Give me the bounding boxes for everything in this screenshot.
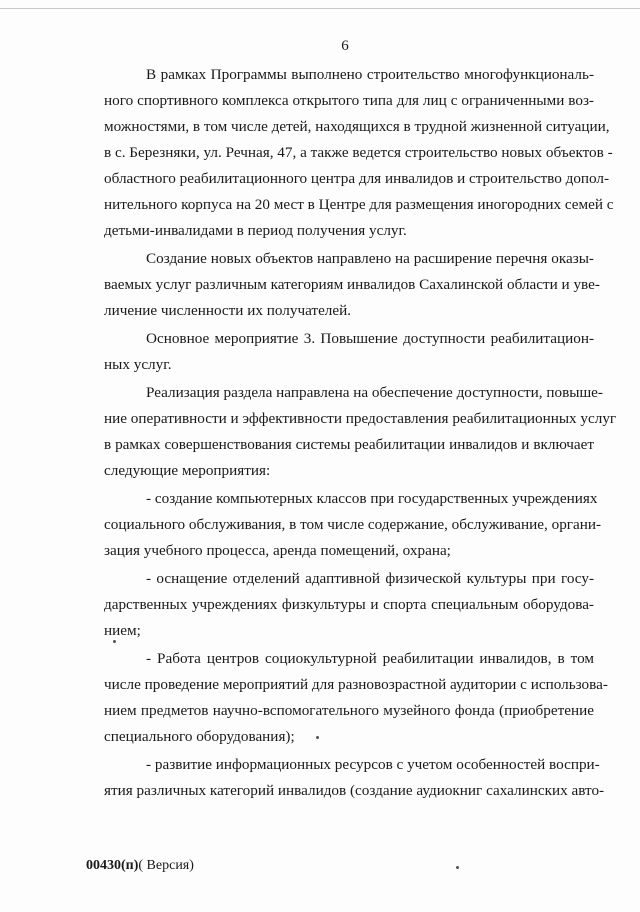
text-line: ного спортивного комплекса открытого типа для лиц с ограниченными воз- <box>104 92 594 109</box>
document-footer <box>86 858 194 874</box>
text-line: зация учебного процесса, аренда помещений, охрана; <box>104 542 451 559</box>
text-line: нием; <box>104 622 141 639</box>
text-line: личение численности их получателей. <box>104 302 352 319</box>
text-line: В рамках Программы выполнено строительство многофункциональ- <box>146 66 594 83</box>
text-line: детьми-инвалидами в период получения услуг. <box>104 222 407 239</box>
text-line: Создание новых объектов направлено на расширение перечня оказы- <box>146 250 594 267</box>
text-line: можностями, в том числе детей, находящихся в трудной жизненной ситуации, <box>104 118 610 135</box>
text-line: нительного корпуса на 20 мест в Центре для размещения иногородних семей с <box>104 196 614 213</box>
text-line: Реализация раздела направлена на обеспечение доступности, повыше- <box>146 384 603 401</box>
text-line: ных услуг. <box>104 356 172 373</box>
scan-speck <box>456 866 459 869</box>
text-line: ние оперативности и эффективности предоставления реабилитационных услуг <box>104 410 617 427</box>
scan-speck <box>113 640 116 643</box>
text-line: в с. Березняки, ул. Речная, 47, а также ведется строительство новых объектов - <box>104 144 613 161</box>
text-line: - оснащение отделений адаптивной физической культуры при госу- <box>146 570 594 587</box>
text-line: - развитие информационных ресурсов с учетом особенностей воспри- <box>146 756 600 773</box>
page-number: 6 <box>341 38 349 54</box>
text-line: в рамках совершенствования системы реабилитации инвалидов и включает <box>104 436 594 453</box>
scan-edge-line <box>0 8 640 9</box>
text-line: Основное мероприятие 3. Повышение доступности реабилитацион- <box>146 330 594 347</box>
text-line: ваемых услуг различным категориям инвалидов Сахалинской области и уве- <box>104 276 600 293</box>
text-line: нием предметов научно-вспомогательного музейного фонда (приобретение <box>104 702 594 719</box>
document-code: 00430(п) <box>86 858 139 873</box>
text-line: специального оборудования); <box>104 728 295 745</box>
text-line: областного реабилитационного центра для инвалидов и строительство допол- <box>104 170 610 187</box>
text-line: следующие мероприятия: <box>104 462 271 479</box>
text-line: числе проведение мероприятий для разновозрастной аудитории с использова- <box>104 676 608 693</box>
text-line: дарственных учреждениях физкультуры и спорта специальным оборудова- <box>104 596 594 613</box>
text-line: - создание компьютерных классов при государственных учреждениях <box>146 490 598 507</box>
document-version: ( Версия) <box>138 858 194 873</box>
scan-speck <box>316 736 319 739</box>
text-line: социального обслуживания, в том числе содержание, обслуживание, органи- <box>104 516 602 533</box>
text-line: - Работа центров социокультурной реабилитации инвалидов, в том <box>146 650 594 667</box>
text-line: ятия различных категорий инвалидов (создание аудиокниг сахалинских авто- <box>104 782 605 799</box>
